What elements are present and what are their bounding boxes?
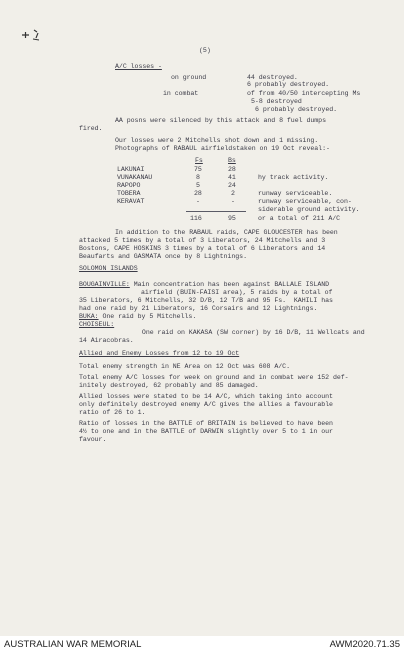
bougainville-line xyxy=(79,281,329,288)
archive-footer xyxy=(0,636,404,653)
footer-institution: AUSTRALIAN WAR MEMORIAL xyxy=(4,639,142,650)
airfield-bs: 28 xyxy=(228,166,236,173)
airfield-fs: 5 xyxy=(196,182,200,189)
airfield-note: runway serviceable. xyxy=(258,190,333,197)
airfield-bs: - xyxy=(231,198,235,205)
para-aa-line: fired. xyxy=(79,125,103,132)
para-ratio-line: 4½ to one and in the BATTLE of DARWIN slightly over 5 to 1 in our xyxy=(79,428,333,435)
buka-line xyxy=(79,313,196,320)
choiseul-line: One raid on KAKASA (SW corner) by 16 D/B, 11 Wellcats and xyxy=(138,329,365,336)
para-strength: Total enemy strength in NE Area on 12 Oct was 608 A/C. xyxy=(79,363,290,370)
airfield-fs: 75 xyxy=(194,166,202,173)
buka-label: BUKA: xyxy=(79,313,99,320)
para-raids-line: attacked 5 times by a total of 3 Liberators, 24 Mitchells and 3 xyxy=(79,237,326,244)
bougainville-line: had one raid by 21 Liberators, 16 Corsairs and 12 Lightnings. xyxy=(79,305,318,312)
airfield-bs: 41 xyxy=(228,174,236,181)
airfield-note: runway serviceable, con- xyxy=(258,198,352,205)
airfield-bs: 2 xyxy=(231,190,235,197)
bougainville-line: airfield (BUIN-FAISI area), 5 raids by a total of xyxy=(141,289,333,296)
ac-losses-heading: A/C losses - xyxy=(115,63,162,70)
combat-probable: 6 probably destroyed. xyxy=(255,106,338,113)
bougainville-label: BOUGAINVILLE: xyxy=(79,281,130,288)
para-losses-line: Photographs of RABAUL airfieldstaken on 19 Oct reveal:- xyxy=(115,145,330,152)
para-allied-line: ratio of 26 to 1. xyxy=(79,409,146,416)
airfield-name: TOBERA xyxy=(117,190,141,197)
bougainville-text: Main concentration has been against BALLALE ISLAND xyxy=(129,281,330,288)
airfield-fs: - xyxy=(196,198,200,205)
combat-label: in combat xyxy=(163,90,199,97)
choiseul-label: CHOISEUL: xyxy=(79,321,115,328)
airfield-note: hy track activity. xyxy=(258,174,329,181)
bougainville-line: 35 Liberators, 6 Mitchells, 32 D/B, 12 T/B and 95 Fs. KAHILI has xyxy=(79,297,333,304)
total-note: or a total of 211 A/C xyxy=(258,215,341,222)
combat-intercepting: of from 40/50 intercepting Ms xyxy=(247,90,361,97)
airfield-note: siderable ground activity. xyxy=(258,206,360,213)
para-total-line: Total enemy A/C losses for week on ground and in combat were 152 def- xyxy=(79,374,349,381)
choiseul-line: 14 Airacobras. xyxy=(79,337,134,344)
total-fs: 116 xyxy=(190,215,202,222)
para-allied-line: Allied losses were stated to be 14 A/C, which taking into account xyxy=(79,393,333,400)
ground-probable: 6 probably destroyed. xyxy=(247,81,330,88)
page-number: (5) xyxy=(199,47,211,54)
airfield-fs: 28 xyxy=(194,190,202,197)
total-rule xyxy=(186,211,246,212)
combat-destroyed: 5-8 destroyed xyxy=(251,98,302,105)
col-header-fs: Fs xyxy=(195,157,203,164)
para-ratio-line: Ratio of losses in the BATTLE of BRITAIN is believed to have been xyxy=(79,420,333,427)
pencil-marks-icon xyxy=(20,26,50,46)
col-header-bs: Bs xyxy=(228,157,236,164)
total-bs: 95 xyxy=(228,215,236,222)
allied-heading: Allied and Enemy Losses from 12 to 19 Oct xyxy=(79,350,240,357)
ground-label: on ground xyxy=(171,74,207,81)
airfield-name: KERAVAT xyxy=(117,198,145,205)
footer-reference: AWM2020.71.35 xyxy=(329,639,400,650)
airfield-bs: 24 xyxy=(228,182,236,189)
solomon-heading: SOLOMON ISLANDS xyxy=(79,265,138,272)
airfield-name: RAPOPO xyxy=(117,182,141,189)
para-raids-line: In addition to the RABAUL raids, CAPE GLOUCESTER has been xyxy=(115,229,338,236)
para-allied-line: only definitely destroyed enemy A/C gives the allies a favourable xyxy=(79,401,333,408)
airfield-name: VUNAKANAU xyxy=(117,174,153,181)
para-aa-line: AA posns were silenced by this attack and 8 fuel dumps xyxy=(115,117,326,124)
para-losses-line: Our losses were 2 Mitchells shot down and 1 missing. xyxy=(115,137,319,144)
buka-text: One raid by 5 Mitchells. xyxy=(98,313,197,320)
airfield-name: LAKUNAI xyxy=(117,166,145,173)
para-raids-line: Bostons, CAPE HOSKINS 3 times by a total of 6 Liberators and 14 xyxy=(79,245,326,252)
para-ratio-line: favour. xyxy=(79,436,107,443)
para-raids-line: Beaufarts and GASMATA once by 8 Lightnings. xyxy=(79,253,247,260)
para-total-line: initely destroyed, 62 probably and 85 damaged. xyxy=(79,382,259,389)
ground-destroyed: 44 destroyed. xyxy=(247,74,298,81)
airfield-fs: 8 xyxy=(196,174,200,181)
